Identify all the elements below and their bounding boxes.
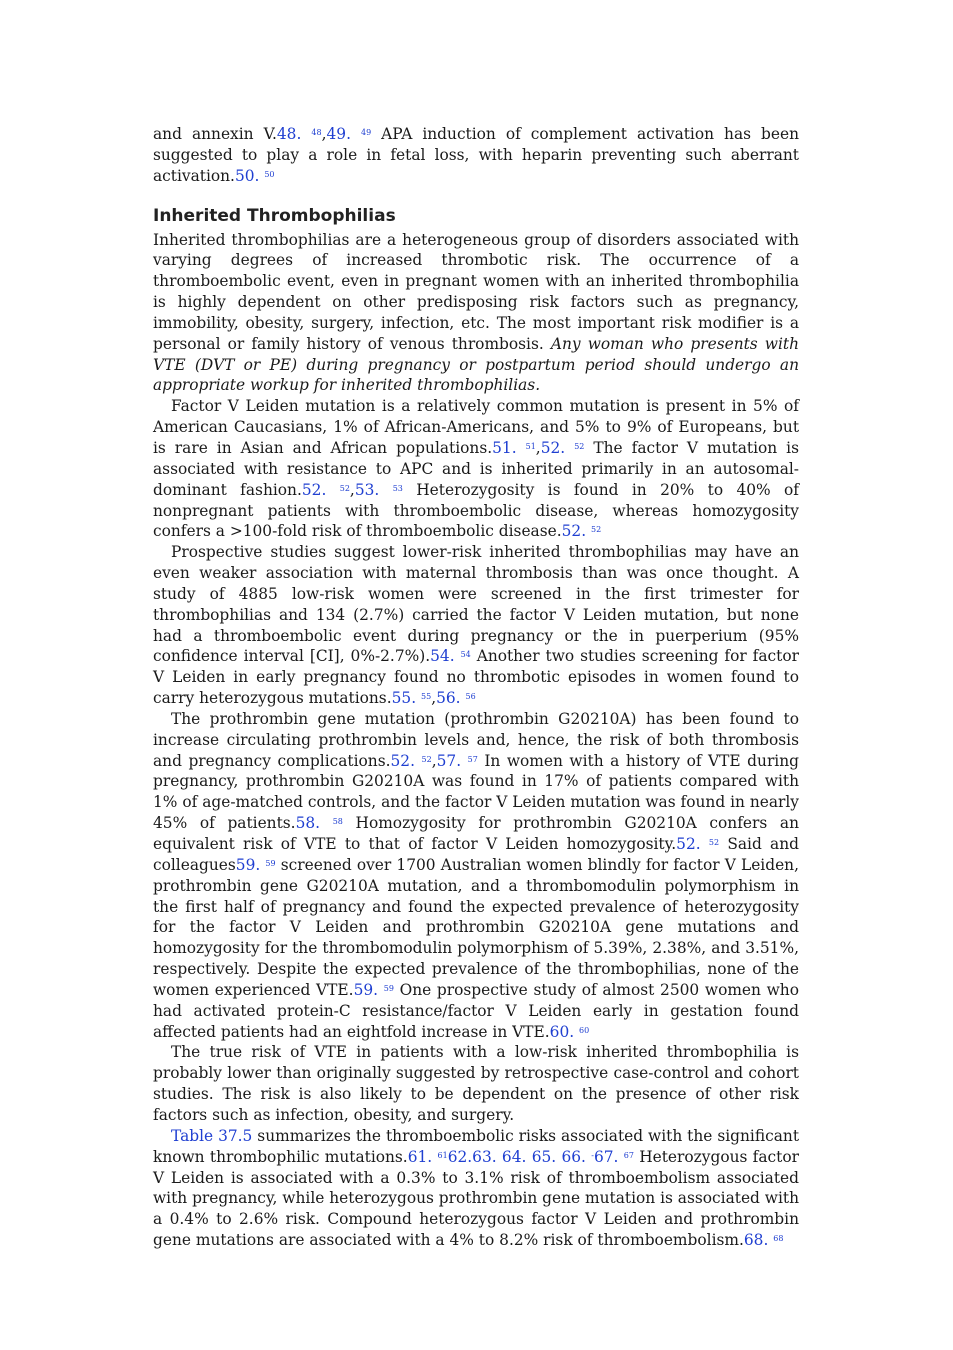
reference-link[interactable]: 52. — [301, 480, 327, 499]
text: The prothrombin gene mutation (prothrombin G20210A) has been found to increase circulating prothrombin levels and, hence, the risk of both thrombosis and pregnancy complications. — [153, 709, 799, 770]
text: and annexin V. — [153, 125, 277, 143]
reference-superscript[interactable]: 51 — [525, 441, 536, 451]
reference-link[interactable]: 54. — [430, 647, 455, 666]
reference-link[interactable]: 52. — [676, 835, 701, 853]
reference-superscript[interactable]: 52 — [708, 838, 720, 847]
reference-link[interactable]: 55. — [391, 689, 417, 708]
reference-superscript[interactable]: 52 — [421, 754, 432, 764]
reference-link[interactable]: 59. — [235, 855, 261, 874]
reference-superscript[interactable]: 50 — [264, 169, 275, 179]
text: Said and colleagues — [153, 835, 800, 874]
text: , — [535, 438, 541, 457]
text: , — [321, 125, 327, 143]
text: Heterozygous factor V Leiden is associated with a 0.3% to 3.1% risk of thromboembolism associated with pregnancy, while heterozygous prothrombin gene mutation is associated with a 0.4% to 2.6% risk. Compound heterozygous factor V Leiden and prothrombin gene mutations are associated with a 4% to 8.2% risk of thromboembolism. — [153, 1147, 799, 1250]
reference-link[interactable]: 52. — [390, 751, 415, 770]
text: Factor V Leiden mutation is a relatively common mutation is present in 5% of American Caucasians, 1% of African-Americans, and 5% to 9% of Europeans, but is rare in Asian and African populations. — [153, 397, 799, 457]
text: Inherited thrombophilias are a heterogeneous group of disorders associated with varying degrees of increased thrombotic risk. The occurrence of a thromboembolic event, even in pregnant women with an inherited thrombophilia is highly dependent on other predisposing risk factors such as pregnancy, immobility, obesity, surgery, infection, etc. The most important risk modifier is a personal or family history of venous thrombosis. — [153, 230, 799, 353]
reference-link[interactable]: 49. — [326, 125, 351, 143]
reference-superscript[interactable]: 52 — [591, 525, 602, 535]
reference-link[interactable]: 50. — [234, 166, 260, 185]
text: Prospective studies suggest lower-risk inherited thrombophilias may have an even weaker association with maternal thrombosis than was once thought. A study of 4885 low-risk women were screened in the first trimester for thrombophilias and 134 (2.7%) carried the factor V Leiden mutation, but none had a thromboembolic event during pregnancy or the in puerperium (95% confidence interval [CI], 0%-2.7%). — [153, 543, 799, 666]
text: Another two studies screening for factor V Leiden in early pregnancy found no thrombotic episodes in women found to carry heterozygous mutations. — [153, 647, 799, 708]
text: summarizes the thromboembolic risks associated with the significant known thrombophilic mutations. — [153, 1126, 799, 1166]
paragraph-prothrombin — [153, 709, 799, 1043]
text: screened over 1700 Australian women blindly for factor V Leiden, prothrombin gene G20210A mutation, and a thrombomodulin polymorphism in the first half of pregnancy and found the expected prevalence of heterozygosity for the factor V Leiden and prothrombin G20210A gene mutations and homozygosity for the thrombomodulin polymorphism of 5.39%, 2.38%, and 3.51%, respectively. Despite the expected prevalence of the thrombophilias, none of the women experienced VTE. — [153, 855, 799, 999]
paragraph-prospective-studies — [153, 542, 799, 709]
reference-superscript[interactable]: 68 — [773, 1234, 784, 1244]
reference-superscript[interactable]: 49 — [360, 128, 372, 137]
document-page — [153, 124, 799, 1251]
paragraph-table-summary — [153, 1126, 799, 1251]
text: The true risk of VTE in patients with a low-risk inherited thrombophilia is probably lower than originally suggested by retrospective case-control and cohort studies. The risk is also likely to be dependent on the presence of other risk factors such as infection, obesity, and surgery. — [153, 1043, 799, 1124]
reference-link[interactable]: 67. — [593, 1147, 619, 1166]
reference-link[interactable]: 56. — [436, 689, 461, 708]
text: , — [431, 751, 437, 770]
reference-link[interactable]: 60. — [549, 1022, 575, 1041]
reference-superscript[interactable]: 48 — [311, 128, 322, 137]
reference-superscript[interactable]: 52 — [339, 483, 350, 493]
text: In women with a history of VTE during pregnancy, prothrombin G20210A was found in 17% of patients compared with 1% of age-matched controls, and the factor V Leiden mutation was found in nearly 45% of patients. — [153, 751, 799, 833]
reference-superscript[interactable]: 59 — [383, 983, 394, 993]
reference-superscript[interactable]: - — [591, 1150, 594, 1160]
section-heading: Inherited Thrombophilias — [153, 205, 396, 226]
paragraph-true-risk — [153, 1042, 799, 1125]
reference-link[interactable]: 52. — [561, 522, 587, 541]
text: APA induction of complement activation has been suggested to play a role in fetal loss, with heparin preventing such aberrant activation. — [153, 125, 799, 185]
reference-link[interactable]: 59. — [353, 980, 379, 999]
paragraph-complement-activation — [153, 124, 799, 187]
reference-link[interactable]: 53. — [354, 480, 380, 499]
reference-superscript[interactable]: 58 — [332, 817, 343, 827]
text: , — [431, 689, 437, 708]
reference-link[interactable]: 51. — [492, 438, 517, 457]
text: One prospective study of almost 2500 women who had activated protein-C resistance/factor V Leiden early in gestation found affected patients had an eightfold increase in VTE. — [153, 980, 799, 1041]
reference-link[interactable]: 62.63. 64. 65. 66. — [447, 1147, 592, 1166]
emphasis-text: Any woman who presents with VTE (DVT or PE) during pregnancy or postpartum period should undergo an appropriate workup for inherited thrombophilias. — [153, 334, 799, 395]
table-link[interactable]: Table 37.5 — [171, 1126, 253, 1145]
reference-link[interactable]: 52. — [540, 438, 566, 457]
text: , — [349, 480, 355, 499]
paragraph-factor-v-leiden — [153, 396, 799, 542]
paragraph-intro — [153, 230, 799, 397]
reference-superscript[interactable]: 61 — [437, 1150, 448, 1160]
reference-superscript[interactable]: 57 — [467, 754, 478, 764]
reference-superscript[interactable]: 60 — [579, 1025, 590, 1035]
reference-link[interactable]: 57. — [436, 751, 462, 770]
reference-link[interactable]: 58. — [295, 814, 321, 833]
text: The factor V mutation is associated with resistance to APC and is inherited primarily in an autosomal-dominant fashion. — [153, 438, 799, 499]
reference-superscript[interactable]: 67 — [623, 1150, 634, 1160]
reference-link[interactable]: 61. — [407, 1147, 433, 1166]
reference-superscript[interactable]: 54 — [460, 650, 471, 660]
reference-superscript[interactable]: 53 — [392, 483, 403, 493]
text: Homozygosity for prothrombin G20210A confers an equivalent risk of VTE to that of factor V Leiden homozygosity. — [153, 814, 799, 853]
reference-superscript[interactable]: 52 — [574, 441, 585, 451]
reference-link[interactable]: 68. — [743, 1231, 769, 1250]
reference-superscript[interactable]: 56 — [465, 692, 476, 702]
reference-link[interactable]: 48. — [276, 125, 302, 143]
text: Heterozygosity is found in 20% to 40% of nonpregnant patients with thromboembolic disease, whereas homozygosity confers a >100-fold risk of thromboembolic disease. — [153, 480, 799, 541]
reference-superscript[interactable]: 59 — [265, 858, 276, 868]
reference-superscript[interactable]: 55 — [421, 692, 432, 702]
